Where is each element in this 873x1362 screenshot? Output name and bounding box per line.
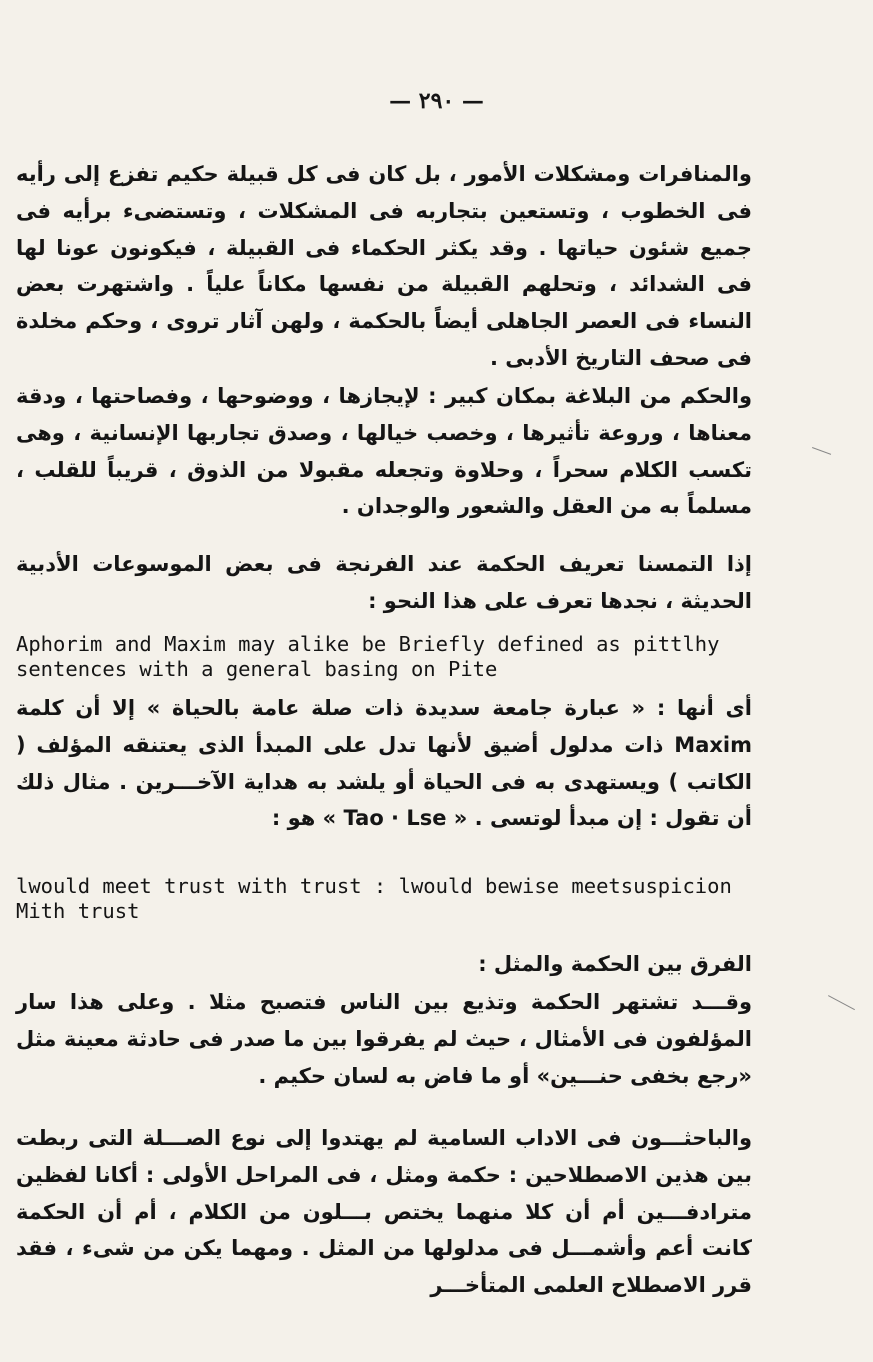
english-quote-1: Aphorim and Maxim may alike be Briefly defined as pittlhy sentences with a general basing on Pite [16, 632, 720, 681]
margin-scratch [828, 995, 855, 1010]
paragraph-4: أى أنها : « عبارة جامعة سديدة ذات صلة عامة بالحياة » إلا أن كلمة Maxim ذات مدلول أضيق لأنها تدل على المبدأ الذى يعتنقه المؤلف ( الكاتب ) ويستهدى به فى الحياة أو يلشد به هداية الآخـــرين . مثال ذلك أن تقول : إن مبدأ لوتسى . « Tao · Lse » هو : [16, 696, 752, 831]
page-number: — ٢٩٠ — [389, 88, 484, 114]
paragraph-3: إذا التمسنا تعريف الحكمة عند الفرنجة فى بعض الموسوعات الأدبية الحديثة ، نجدها تعرف على هذا النحو : [16, 552, 752, 613]
paragraph-6: والباحثـــون فى الاداب السامية لم يهتدوا إلى نوع الصـــلة التى ربطت بين هذين الاصطلاحين : حكمة ومثل ، فى المراحل الأولى : أكانا لفظين مترادفـــين أم أن كلا منهما يختص بـــلون من الكلام ، أم أن الحكمة كانت أعم وأشمـــل فى مدلولها من المثل . ومهما يكن من شىء ، فقد قرر الاصطلاح العلمى المتأخـــر [16, 1126, 752, 1298]
paragraph-2: والحكم من البلاغة بمكان كبير : لإيجازها ، ووضوحها ، وفصاحتها ، ودقة معناها ، وروعة تأثيرها ، وخصب خيالها ، وصدق تجاربها الإنسانية ، وهى تكسب الكلام سحراً ، وحلاوة وتجعله مقبولا من الذوق ، قريباً للقلب ، مسلماً به من العقل والشعور والوجدان . [16, 384, 752, 519]
english-quote-2: lwould meet trust with trust : lwould bewise meetsuspicion Mith trust [16, 874, 732, 923]
paragraph-5: وقـــد تشتهر الحكمة وتذيع بين الناس فتصبح مثلا . وعلى هذا سار المؤلفون فى الأمثال ، حيث لم يفرقوا بين ما صدر فى حادثة معينة مثل «رجع بخفى حنـــين» أو ما فاض به لسان حكيم . [16, 990, 752, 1088]
margin-scratch [812, 447, 831, 455]
section-heading: الفرق بين الحكمة والمثل : [478, 952, 752, 976]
paragraph-1: والمنافرات ومشكلات الأمور ، بل كان فى كل قبيلة حكيم تفزع إلى رأيه فى الخطوب ، وتستعين بتجاربه فى المشكلات ، وتستضىء برأيه فى جميع شئون حياتها . وقد يكثر الحكماء فى القبيلة ، فيكونون عونا لها فى الشدائد ، وتحلهم القبيلة من نفسها مكاناً علياً . واشتهرت بعض النساء فى العصر الجاهلى أيضاً بالحكمة ، ولهن آثار تروى ، وحكم مخلدة فى صحف التاريخ الأدبى . [16, 162, 752, 370]
